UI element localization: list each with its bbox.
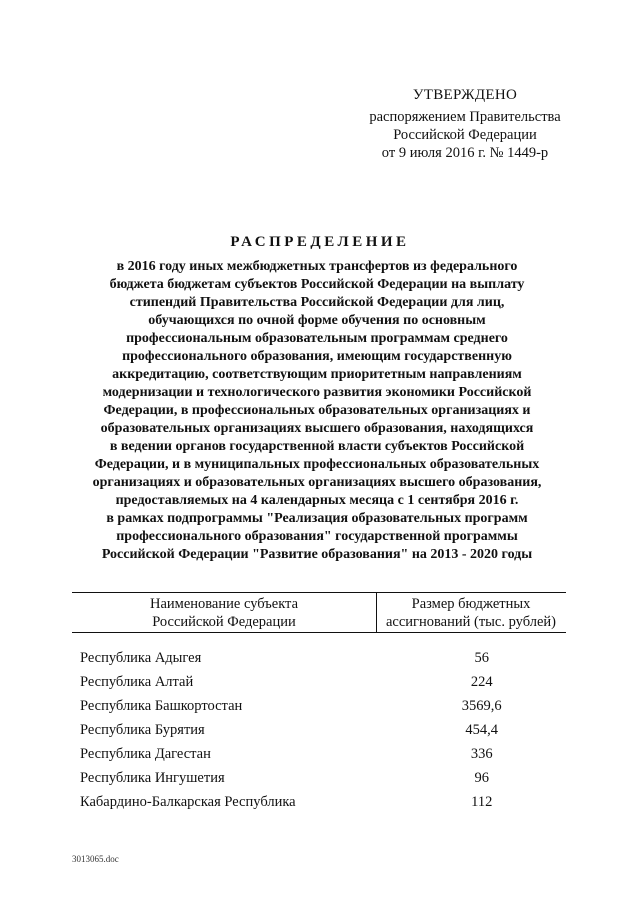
region-name: Республика Ингушетия [80,769,225,786]
subtitle-line: в 2016 году иных межбюджетных трансфертов из федерального [116,259,518,274]
region-name: Кабардино-Балкарская Республика [80,793,296,810]
column-header-region [72,595,376,631]
table-body [80,646,560,814]
approval-line: распоряжением Правительства [369,109,561,125]
approval-line: от 9 июля 2016 г. № 1449-р [381,145,549,161]
column-header-amount [376,595,566,631]
table-row [80,742,560,766]
region-name: Республика Алтай [80,673,194,690]
subtitle-line: организациях и образовательных организациях высшего образования, [92,475,542,490]
allocation-amount: 56 [474,649,489,666]
subtitle-line: предоставляемых на 4 календарных месяца с 1 сентября 2016 г. [115,493,519,508]
subtitle-line: профессионального образования" государственной программы [116,529,518,544]
table-row [80,670,560,694]
document-subtitle [72,258,562,564]
allocation-amount: 112 [471,793,493,810]
approval-line: Российской Федерации [393,127,537,143]
subtitle-line: стипендий Правительства Российской Федерации для лиц, [129,295,505,310]
allocation-amount: 336 [470,745,493,762]
region-name: Республика Башкортостан [80,697,243,714]
allocation-amount: 3569,6 [461,697,502,714]
approval-block [340,86,590,162]
allocation-amount: 454,4 [465,721,499,738]
column-header-line: Наименование субъекта [149,596,299,612]
subtitle-line: в рамках подпрограммы "Реализация образовательных программ [106,511,528,526]
table-header-rule [72,632,566,633]
region-name: Республика Бурятия [80,721,205,738]
subtitle-line: бюджета бюджетам субъектов Российской Федерации на выплату [109,277,525,292]
table-row [80,766,560,790]
subtitle-line: профессиональным образовательным программам среднего [126,331,508,346]
subtitle-line: в ведении органов государственной власти субъектов Российской [109,439,525,454]
allocation-amount: 96 [474,769,489,786]
subtitle-line: образовательных организациях высшего образования, находящихся [100,421,534,436]
file-name: 3013065.doc [72,854,119,864]
subtitle-line: модернизации и технологического развития экономики Российской [102,385,532,400]
table-row [80,694,560,718]
subtitle-line: Федерации, и в муниципальных профессиональных образовательных [94,457,540,472]
column-header-line: ассигнований (тыс. рублей) [385,614,556,630]
approved-heading: УТВЕРЖДЕНО [412,87,518,103]
column-header-line: Размер бюджетных [411,596,531,612]
subtitle-line: профессионального образования, имеющим государственную [122,349,512,364]
table-row [80,790,560,814]
column-header-line: Российской Федерации [152,614,296,630]
subtitle-line: Федерации, в профессиональных образовательных организациях и [103,403,531,418]
document-title: РАСПРЕДЕЛЕНИЕ [230,234,410,250]
subtitle-line: Российской Федерации "Развитие образования" на 2013 - 2020 годы [101,547,533,562]
table-row [80,718,560,742]
subtitle-line: обучающихся по очной форме обучения по основным [148,313,486,328]
region-name: Республика Адыгея [80,649,202,666]
region-name: Республика Дагестан [80,745,211,762]
table-top-rule [72,592,566,593]
table-row [80,646,560,670]
subtitle-line: аккредитацию, соответствующим приоритетным направлениям [112,367,522,382]
allocation-amount: 224 [470,673,493,690]
